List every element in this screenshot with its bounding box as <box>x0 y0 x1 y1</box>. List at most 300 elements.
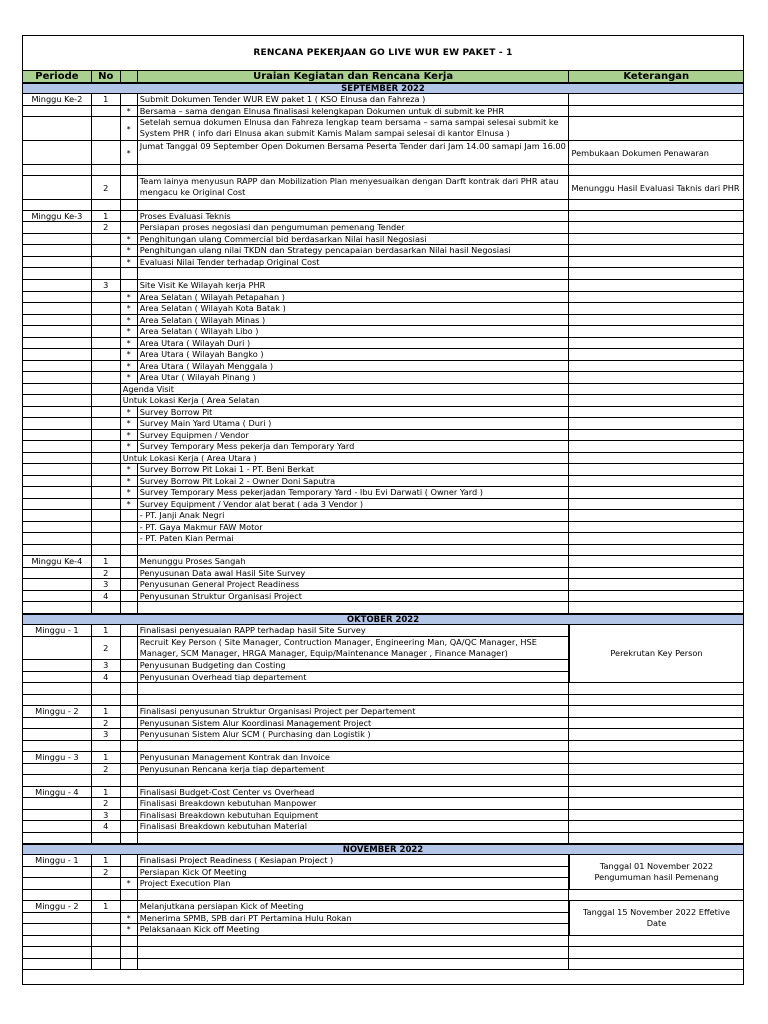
periode-cell <box>23 326 92 338</box>
keterangan-cell <box>569 453 743 464</box>
uraian-cell: Menerima SPMB, SPB dari PT Pertamina Hulu Rokan <box>138 913 570 924</box>
table-row <box>23 106 743 117</box>
no-cell <box>92 117 121 141</box>
table-row <box>23 292 743 303</box>
bullet-cell <box>121 176 138 200</box>
no-cell: 3 <box>92 280 121 292</box>
table-row <box>23 384 743 395</box>
bullet-cell <box>121 510 138 522</box>
periode-cell <box>23 200 92 211</box>
periode-cell <box>23 798 92 810</box>
keterangan-text: Tanggal 01 November 2022 Pengumuman hasil Pemenang <box>594 861 719 882</box>
keterangan-cell <box>569 94 743 106</box>
periode-cell <box>23 924 92 936</box>
periode-cell: Minggu - 3 <box>23 752 92 764</box>
uraian-cell: Finalisasi Project Readiness ( Kesiapan Project ) <box>138 855 570 867</box>
keterangan-merged <box>569 625 743 683</box>
bullet-cell <box>121 890 138 901</box>
no-cell <box>92 510 121 522</box>
periode-cell <box>23 222 92 234</box>
keterangan-cell <box>569 165 743 176</box>
bullet-cell <box>121 579 138 591</box>
keterangan-cell <box>569 556 743 568</box>
periode-cell: Minggu - 1 <box>23 625 92 637</box>
keterangan-cell <box>569 106 743 117</box>
no-cell <box>92 372 121 384</box>
no-cell <box>92 924 121 936</box>
table-row <box>23 176 743 200</box>
periode-cell <box>23 729 92 741</box>
uraian-cell: Finalisasi penyesuaian RAPP terhadap hasil Site Survey <box>138 625 570 637</box>
keterangan-cell <box>569 384 743 395</box>
no-cell: 2 <box>92 176 121 200</box>
no-cell: 2 <box>92 637 121 660</box>
uraian-cell: Survey Temporary Mess pekerja dan Temporary Yard <box>138 441 570 453</box>
no-cell <box>92 683 121 695</box>
keterangan-cell <box>569 695 743 706</box>
keterangan-cell <box>569 568 743 579</box>
keterangan-cell <box>569 833 743 844</box>
uraian-cell: Area Selatan ( Wilayah Minas ) <box>138 315 570 326</box>
keterangan-cell <box>569 326 743 338</box>
keterangan-cell <box>569 810 743 821</box>
periode-cell <box>23 741 92 752</box>
bullet-cell <box>121 568 138 579</box>
no-cell: 3 <box>92 729 121 741</box>
keterangan-cell <box>569 418 743 430</box>
table-row <box>23 141 743 165</box>
keterangan-cell: Pembukaan Dokumen Penawaran <box>569 141 743 165</box>
uraian-cell <box>138 833 570 844</box>
table-row <box>23 349 743 361</box>
uraian-cell: Untuk Lokasi Kerja ( Area Utara ) <box>121 453 570 464</box>
bullet-cell <box>121 855 138 867</box>
periode-cell <box>23 453 92 464</box>
keterangan-cell <box>569 338 743 349</box>
bullet-cell: * <box>121 245 138 257</box>
bullet-cell: * <box>121 476 138 487</box>
uraian-cell: Survey Equipment / Vendor alat berat ( ada 3 Vendor ) <box>138 499 570 510</box>
periode-cell <box>23 487 92 499</box>
periode-cell <box>23 660 92 672</box>
bullet-cell <box>121 165 138 176</box>
keterangan-text: Perekrutan Key Person <box>610 648 703 658</box>
uraian-cell: Survey Equipmen / Vendor <box>138 430 570 441</box>
uraian-cell <box>138 683 570 695</box>
empty-row <box>23 890 743 901</box>
bullet-cell: * <box>121 913 138 924</box>
keterangan-cell <box>569 706 743 718</box>
keterangan-cell <box>569 775 743 787</box>
no-cell: 1 <box>92 625 121 637</box>
uraian-cell: Area Utara ( Wilayah Menggala ) <box>138 361 570 372</box>
bullet-cell <box>121 706 138 718</box>
periode-cell <box>23 165 92 176</box>
table-row <box>23 245 743 257</box>
empty-row <box>23 775 743 787</box>
keterangan-cell <box>569 303 743 315</box>
keterangan-cell <box>569 268 743 280</box>
uraian-cell: Area Utara ( Wilayah Bangko ) <box>138 349 570 361</box>
periode-cell <box>23 775 92 787</box>
periode-cell <box>23 476 92 487</box>
bullet-cell <box>121 672 138 683</box>
periode-cell <box>23 372 92 384</box>
keterangan-cell <box>569 222 743 234</box>
periode-cell <box>23 303 92 315</box>
keterangan-cell <box>569 936 743 947</box>
empty-row <box>23 741 743 752</box>
uraian-cell: Area Selatan ( Wilayah Petapahan ) <box>138 292 570 303</box>
periode-cell <box>23 695 92 706</box>
uraian-cell: Survey Temporary Mess pekerjadan Temporary Yard - Ibu Evi Darwati ( Owner Yard ) <box>138 487 570 499</box>
bullet-cell <box>121 683 138 695</box>
uraian-cell: Survey Borrow Pit Lokai 2 - Owner Doni Saputra <box>138 476 570 487</box>
uraian-cell <box>138 947 570 959</box>
no-cell <box>92 959 121 970</box>
no-cell: 2 <box>92 718 121 729</box>
table-row <box>23 234 743 245</box>
table-row <box>23 395 743 407</box>
table-row <box>23 303 743 315</box>
keterangan-cell <box>569 117 743 141</box>
periode-cell <box>23 349 92 361</box>
bullet-cell: * <box>121 234 138 245</box>
keterangan-cell <box>569 257 743 268</box>
bullet-cell <box>121 718 138 729</box>
table-row <box>23 338 743 349</box>
no-cell <box>92 407 121 418</box>
periode-cell <box>23 533 92 545</box>
periode-cell: Minggu - 2 <box>23 706 92 718</box>
uraian-cell: Area Utar ( Wilayah Pinang ) <box>138 372 570 384</box>
table-header <box>23 70 743 83</box>
no-cell <box>92 947 121 959</box>
bullet-cell <box>121 947 138 959</box>
keterangan-cell <box>569 245 743 257</box>
table-row <box>23 729 743 741</box>
uraian-cell: Penyusunan Data awal Hasil Site Survey <box>138 568 570 579</box>
table-row <box>23 280 743 292</box>
bullet-cell <box>121 268 138 280</box>
periode-cell: Minggu - 4 <box>23 787 92 798</box>
uraian-cell: Site Visit Ke Wilayah kerja PHR <box>138 280 570 292</box>
table-row <box>23 533 743 545</box>
no-cell <box>92 106 121 117</box>
keterangan-cell <box>569 315 743 326</box>
periode-cell <box>23 441 92 453</box>
month-band: NOVEMBER 2022 <box>23 844 743 855</box>
table-row <box>23 706 743 718</box>
uraian-cell: Area Selatan ( Wilayah Libo ) <box>138 326 570 338</box>
uraian-cell <box>138 890 570 901</box>
uraian-cell: Pelaksanaan Kick off Meeting <box>138 924 570 936</box>
keterangan-cell <box>569 280 743 292</box>
uraian-cell: - PT. Gaya Makmur FAW Motor <box>138 522 570 533</box>
periode-cell <box>23 833 92 844</box>
bullet-cell <box>121 959 138 970</box>
bullet-cell: * <box>121 499 138 510</box>
empty-row <box>23 602 743 614</box>
periode-cell <box>23 878 92 890</box>
keterangan-cell <box>569 752 743 764</box>
table-row <box>23 787 743 798</box>
no-cell <box>92 775 121 787</box>
keterangan-cell <box>569 200 743 211</box>
bullet-cell <box>121 280 138 292</box>
bullet-cell <box>121 660 138 672</box>
empty-row <box>23 947 743 959</box>
uraian-cell: Recruit Key Person ( Site Manager, Contruction Manager, Engineering Man, QA/QC Manager, HSE Manager, SCM Manager, HRGA Manager, Equip/Maintenance Manager , Finance Manager) <box>138 637 570 660</box>
uraian-cell: Survey Borrow Pit Lokai 1 - PT. Beni Berkat <box>138 464 570 476</box>
periode-cell <box>23 579 92 591</box>
periode-cell: Minggu Ke-3 <box>23 211 92 222</box>
header-periode: Periode <box>23 71 92 82</box>
periode-cell <box>23 913 92 924</box>
no-cell <box>92 533 121 545</box>
uraian-cell: Penyusunan Budgeting dan Costing <box>138 660 570 672</box>
uraian-cell: Finalisasi Breakdown kebutuhan Manpower <box>138 798 570 810</box>
no-cell: 2 <box>92 568 121 579</box>
no-cell: 3 <box>92 579 121 591</box>
no-cell <box>92 349 121 361</box>
periode-cell <box>23 522 92 533</box>
empty-row <box>23 959 743 970</box>
uraian-cell: Penyusunan Sistem Alur SCM ( Purchasing dan Logistik ) <box>138 729 570 741</box>
keterangan-cell <box>569 292 743 303</box>
keterangan-text: Tanggal 15 November 2022 Effetive Date <box>582 907 730 928</box>
periode-cell <box>23 430 92 441</box>
uraian-cell: Bersama – sama dengan Elnusa finalisasi kelengkapan Dokumen untuk di submit ke PHR <box>138 106 570 117</box>
periode-cell <box>23 499 92 510</box>
bullet-cell <box>121 741 138 752</box>
keterangan-cell <box>569 602 743 614</box>
periode-cell <box>23 338 92 349</box>
bullet-cell: * <box>121 464 138 476</box>
uraian-cell: Finalisasi Breakdown kebutuhan Material <box>138 821 570 833</box>
table-row <box>23 487 743 499</box>
keterangan-cell <box>569 464 743 476</box>
uraian-cell: Jumat Tanggal 09 September Open Dokumen Bersama Peserta Tender dari Jam 14.00 samapi Jam 16.00 <box>138 141 570 165</box>
periode-cell <box>23 117 92 141</box>
no-cell: 1 <box>92 752 121 764</box>
table-row <box>23 821 743 833</box>
table-row <box>23 315 743 326</box>
periode-cell <box>23 292 92 303</box>
periode-cell <box>23 384 92 395</box>
keterangan-cell <box>569 211 743 222</box>
bullet-cell: * <box>121 487 138 499</box>
uraian-cell <box>138 775 570 787</box>
keterangan-cell <box>569 947 743 959</box>
uraian-cell <box>138 268 570 280</box>
no-cell <box>92 395 121 407</box>
uraian-cell: Team lainya menyusun RAPP dan Mobilization Plan menyesuaikan dengan Darft kontrak dari PHR atau mengacu ke Original Cost <box>138 176 570 200</box>
bullet-cell <box>121 222 138 234</box>
empty-row <box>23 833 743 844</box>
table-row <box>23 522 743 533</box>
bullet-cell <box>121 821 138 833</box>
uraian-cell: Persiapan proses negosiasi dan pengumuman pemenang Tender <box>138 222 570 234</box>
no-cell <box>92 315 121 326</box>
bullet-cell: * <box>121 349 138 361</box>
bullet-cell: * <box>121 441 138 453</box>
uraian-cell: - PT. Janji Anak Negri <box>138 510 570 522</box>
table-row <box>23 464 743 476</box>
empty-row <box>23 545 743 556</box>
no-cell <box>92 464 121 476</box>
uraian-cell <box>138 545 570 556</box>
no-cell: 1 <box>92 211 121 222</box>
no-cell: 4 <box>92 821 121 833</box>
no-cell <box>92 326 121 338</box>
document-sheet <box>22 35 744 985</box>
bullet-cell: * <box>121 361 138 372</box>
uraian-cell: Penyusunan Overhead tiap departement <box>138 672 570 683</box>
bullet-cell <box>121 752 138 764</box>
periode-cell <box>23 591 92 602</box>
uraian-cell: Penyusunan General Project Readiness <box>138 579 570 591</box>
no-cell: 1 <box>92 901 121 913</box>
table-row <box>23 752 743 764</box>
periode-cell: Minggu - 2 <box>23 901 92 913</box>
bullet-cell <box>121 602 138 614</box>
no-cell <box>92 487 121 499</box>
periode-cell <box>23 545 92 556</box>
keterangan-cell <box>569 499 743 510</box>
bullet-cell: * <box>121 315 138 326</box>
empty-row <box>23 165 743 176</box>
uraian-cell: Melanjutkana persiapan Kick of Meeting <box>138 901 570 913</box>
empty-row <box>23 936 743 947</box>
table-row <box>23 453 743 464</box>
uraian-cell: Proses Evaluasi Teknis <box>138 211 570 222</box>
uraian-cell <box>138 936 570 947</box>
no-cell <box>92 200 121 211</box>
no-cell <box>92 602 121 614</box>
keterangan-cell <box>569 234 743 245</box>
table-row <box>23 117 743 141</box>
no-cell <box>92 141 121 165</box>
keterangan-cell <box>569 533 743 545</box>
periode-cell <box>23 718 92 729</box>
periode-cell: Minggu Ke-4 <box>23 556 92 568</box>
table-row <box>23 372 743 384</box>
periode-cell <box>23 890 92 901</box>
table-row <box>23 510 743 522</box>
table-row <box>23 257 743 268</box>
bullet-cell <box>121 764 138 775</box>
uraian-cell: Penghitungan ulang nilai TKDN dan Strategy pencapaian berdasarkan Nilai hasil Negosiasi <box>138 245 570 257</box>
periode-cell <box>23 683 92 695</box>
bullet-cell <box>121 695 138 706</box>
no-cell <box>92 165 121 176</box>
periode-cell <box>23 637 92 660</box>
periode-cell <box>23 280 92 292</box>
bullet-cell <box>121 522 138 533</box>
periode-cell <box>23 257 92 268</box>
periode-cell <box>23 947 92 959</box>
no-cell: 1 <box>92 94 121 106</box>
keterangan-cell <box>569 476 743 487</box>
uraian-cell: Finalisasi penyusunan Struktur Organisasi Project per Departement <box>138 706 570 718</box>
uraian-cell: Untuk Lokasi Kerja ( Area Selatan <box>121 395 570 407</box>
no-cell <box>92 522 121 533</box>
no-cell <box>92 441 121 453</box>
uraian-cell: Penyusunan Management Kontrak dan Invoice <box>138 752 570 764</box>
uraian-cell: Finalisasi Breakdown kebutuhan Equipment <box>138 810 570 821</box>
bullet-cell: * <box>121 407 138 418</box>
no-cell <box>92 878 121 890</box>
uraian-cell: Area Selatan ( Wilayah Kota Batak ) <box>138 303 570 315</box>
no-cell <box>92 499 121 510</box>
bullet-cell <box>121 94 138 106</box>
keterangan-cell <box>569 741 743 752</box>
uraian-cell <box>138 200 570 211</box>
uraian-cell: Submit Dokumen Tender WUR EW paket 1 ( KSO Elnusa dan Fahreza ) <box>138 94 570 106</box>
bullet-cell: * <box>121 292 138 303</box>
table-row <box>23 361 743 372</box>
no-cell <box>92 268 121 280</box>
bullet-cell <box>121 833 138 844</box>
keterangan-merged <box>569 855 743 890</box>
table-row <box>23 441 743 453</box>
header-keterangan: Keterangan <box>623 71 690 82</box>
empty-row <box>23 695 743 706</box>
keterangan-cell: Menunggu Hasil Evaluasi Taknis dari PHR <box>569 176 743 200</box>
keterangan-cell <box>569 522 743 533</box>
bullet-cell <box>121 787 138 798</box>
uraian-cell <box>138 741 570 752</box>
bullet-cell: * <box>121 303 138 315</box>
keterangan-cell <box>569 372 743 384</box>
bullet-cell <box>121 798 138 810</box>
header-uraian: Uraian Kegiatan dan Rencana Kerja <box>138 71 570 82</box>
keterangan-cell <box>569 890 743 901</box>
periode-cell <box>23 867 92 878</box>
bullet-cell <box>121 936 138 947</box>
bullet-cell: * <box>121 338 138 349</box>
keterangan-cell <box>569 798 743 810</box>
table-row <box>23 407 743 418</box>
keterangan-cell <box>569 361 743 372</box>
bullet-cell: * <box>121 372 138 384</box>
periode-cell <box>23 936 92 947</box>
bullet-cell <box>121 729 138 741</box>
keterangan-cell <box>569 349 743 361</box>
periode-cell <box>23 418 92 430</box>
no-cell <box>92 476 121 487</box>
keterangan-cell <box>569 395 743 407</box>
no-cell: 2 <box>92 867 121 878</box>
table-row <box>23 94 743 106</box>
table-row <box>23 591 743 602</box>
empty-row <box>23 200 743 211</box>
header-no: No <box>92 71 121 82</box>
uraian-cell: Finalisasi Budget-Cost Center vs Overhead <box>138 787 570 798</box>
periode-cell <box>23 510 92 522</box>
keterangan-cell <box>569 591 743 602</box>
no-cell: 1 <box>92 787 121 798</box>
table-row <box>23 326 743 338</box>
keterangan-cell <box>569 718 743 729</box>
periode-cell <box>23 672 92 683</box>
periode-cell: Minggu Ke-2 <box>23 94 92 106</box>
no-cell <box>92 936 121 947</box>
keterangan-merged <box>569 901 743 936</box>
table-row <box>23 556 743 568</box>
no-cell <box>92 890 121 901</box>
